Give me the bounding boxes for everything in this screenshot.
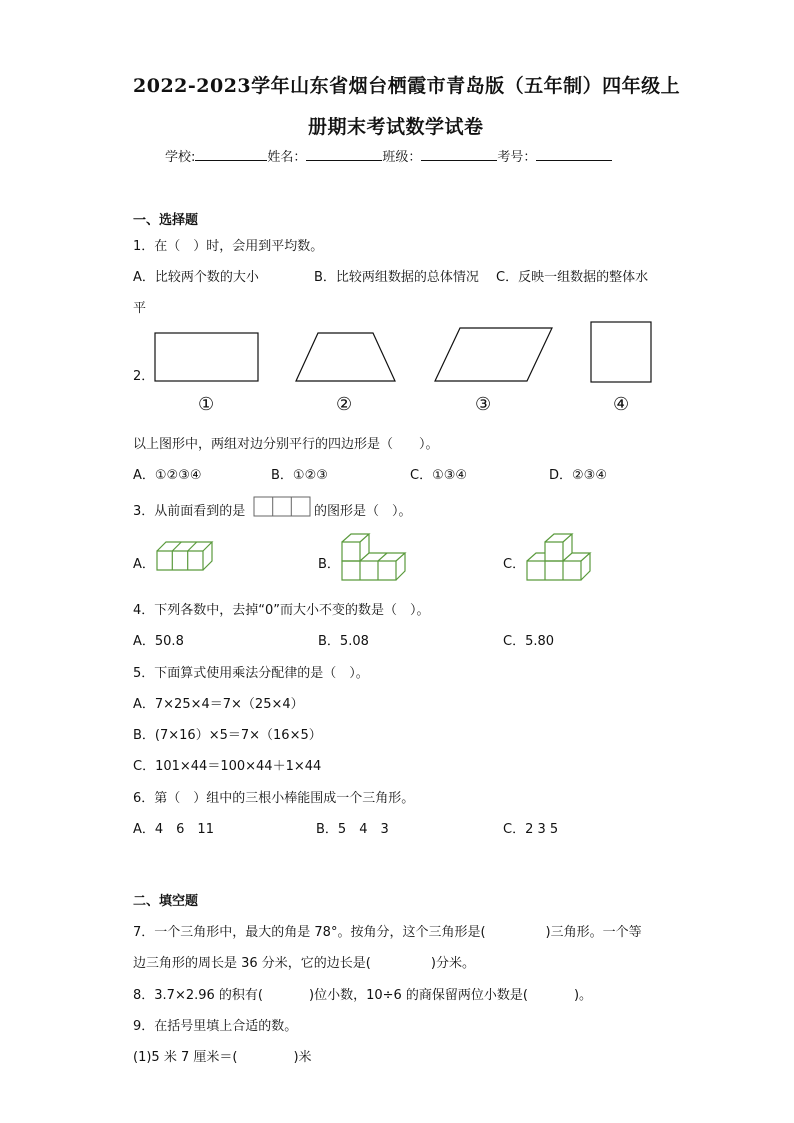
q4-option-c[interactable]: C．5.80	[503, 634, 555, 649]
section-heading-fill: 二、填空题	[133, 894, 199, 909]
q3-stem-pre: 3．从前面看到的是	[133, 504, 246, 519]
q5-stem: 5．下面算式使用乘法分配律的是（ ）。	[133, 666, 369, 681]
q5-option-c[interactable]: C．101×44＝100×44＋1×44	[133, 759, 322, 774]
q7-line1-part1: 7．一个三角形中，最大的角是 78°。按角分，这个三角形是(	[133, 925, 486, 940]
q6-option-a[interactable]: A．4 6 11	[133, 822, 214, 837]
page-title-line1: 2022-2023学年山东省烟台栖霞市青岛版（五年制）四年级上	[133, 75, 681, 97]
cube-figure-b	[342, 534, 405, 580]
cube-figure-a	[157, 542, 212, 570]
q9-1-part1: (1)5 米 7 厘米＝(	[133, 1050, 238, 1065]
q1-option-b[interactable]: B．比较两组数据的总体情况	[314, 270, 479, 285]
q2-label-4: ④	[613, 394, 630, 415]
q2-stem: 以上图形中，两组对边分别平行的四边形是（ ）。	[133, 437, 439, 452]
cube-figure-c	[527, 534, 590, 580]
q7-line2-part2: )分米。	[430, 956, 475, 971]
q2-label-2: ②	[336, 394, 353, 415]
q8-part3: )。	[573, 988, 593, 1003]
q3-option-b[interactable]: B．	[318, 557, 340, 572]
q4-option-a[interactable]: A．50.8	[133, 634, 184, 649]
q7-line2-part1: 边三角形的周长是 36 分米，它的边长是(	[133, 956, 371, 971]
q3-option-c[interactable]: C．	[503, 557, 526, 572]
q7-line2	[133, 952, 475, 971]
q2-label-3: ③	[475, 394, 492, 415]
q7-line1-part2: )三角形。一个等	[545, 925, 642, 940]
q6-stem: 6．第（ ）组中的三根小棒能围成一个三角形。	[133, 791, 415, 806]
q9-1-part2: )米	[293, 1050, 312, 1065]
exam-no-label: 考号：	[497, 150, 537, 165]
q6-option-b[interactable]: B．5 4 3	[316, 822, 389, 837]
name-label: 姓名：	[267, 150, 307, 165]
q2-option-b[interactable]: B．①②③	[271, 468, 328, 483]
q8	[133, 984, 592, 1003]
q3-option-a[interactable]: A．	[133, 557, 155, 572]
q2-option-c[interactable]: C．①③④	[410, 468, 468, 483]
class-label: 班级：	[382, 150, 422, 165]
q1-option-c[interactable]: C．反映一组数据的整体水	[496, 270, 649, 285]
q1-stem: 1．在（ ）时，会用到平均数。	[133, 239, 324, 254]
q2-number: 2．	[133, 369, 155, 384]
q7-line1	[133, 921, 642, 940]
q6-option-c[interactable]: C．2 3 5	[503, 822, 559, 837]
q8-part1: 8．3.7×2.96 的积有(	[133, 988, 263, 1003]
q2-option-d[interactable]: D．②③④	[549, 468, 607, 483]
q5-option-b[interactable]: B．(7×16）×5＝7×（16×5）	[133, 728, 322, 743]
q1-option-c-continued: 平	[133, 301, 147, 316]
school-label: 学校:	[165, 150, 196, 165]
q9-stem: 9．在括号里填上合适的数。	[133, 1019, 298, 1034]
q8-part2: )位小数，10÷6 的商保留两位小数是(	[309, 988, 528, 1003]
section-heading-choice: 一、选择题	[133, 213, 199, 228]
q2-label-1: ①	[198, 394, 215, 415]
page-title-line2: 册期末考试数学试卷	[308, 116, 484, 138]
q5-option-a[interactable]: A．7×25×4＝7×（25×4）	[133, 697, 304, 712]
q9-1	[133, 1046, 312, 1065]
q3-stem-post: 的图形是（ ）。	[314, 504, 412, 519]
q4-stem: 4．下列各数中，去掉“0”而大小不变的数是（ ）。	[133, 603, 430, 618]
q2-option-a[interactable]: A．①②③④	[133, 468, 202, 483]
q4-option-b[interactable]: B．5.08	[318, 634, 369, 649]
q1-option-a[interactable]: A．比较两个数的大小	[133, 270, 259, 285]
